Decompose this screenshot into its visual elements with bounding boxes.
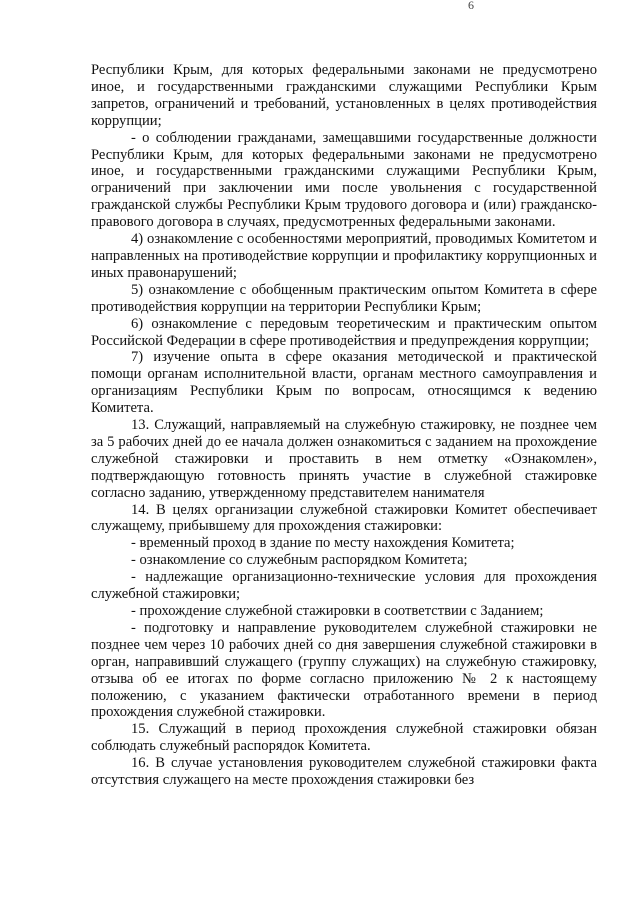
paragraph: 5) ознакомление с обобщенным практическим опытом Комитета в сфере противодействия коррупции на территории Республики Крым; xyxy=(91,281,597,315)
paragraph: 4) ознакомление с особенностями мероприятий, проводимых Комитетом и направленных на противодействие коррупции и профилактику коррупционных и иных правонарушений; xyxy=(91,231,597,281)
paragraph: 6) ознакомление с передовым теоретическим и практическим опытом Российской Федерации в сфере противодействия и предупреждения коррупции; xyxy=(91,315,597,349)
list-item: - подготовку и направление руководителем служебной стажировки не позднее чем через 10 рабочих дней со дня завершения служебной стажировки в орган, направивший служащего (группу служащих) на служебную стажировку, отзыва об ее итогах по форме согласно приложению № 2 к настоящему положению, с указанием фактически отработанного времени в период прохождения служебной стажировки. xyxy=(91,619,597,721)
paragraph: 13. Служащий, направляемый на служебную стажировку, не позднее чем за 5 рабочих дней до ее начала должен ознакомиться с заданием на прохождение служебной стажировки и проставить в нем отметку «Ознакомлен», подтверждающую готовность принять участие в служебной стажировке согласно заданию, утвержденному представителем нанимателя xyxy=(91,417,597,501)
list-item: - прохождение служебной стажировки в соответствии с Заданием; xyxy=(131,603,544,619)
page-number: 6 xyxy=(468,0,474,12)
list-item: - ознакомление со служебным распорядком Комитета; xyxy=(131,552,468,569)
paragraph: 16. В случае установления руководителем служебной стажировки факта отсутствия служащего на месте прохождения стажировки без xyxy=(91,755,597,789)
list-item: - временный проход в здание по месту нахождения Комитета; xyxy=(131,535,515,552)
paragraph: - о соблюдении гражданами, замещавшими государственные должности Республики Крым, для которых федеральными законами не предусмотрено иное, и государственными гражданскими служащими Республики Крым, ограничений при заключении ими после увольнения с государственной гражданской службы Республики Крым трудового договора и (или) гражданско-правового договора в случаях, предусмотренных федеральными законами. xyxy=(91,129,597,231)
document-body xyxy=(91,62,597,789)
paragraph: 14. В целях организации служебной стажировки Комитет обеспечивает служащему, прибывшему для прохождения стажировки: xyxy=(91,501,597,535)
list-item: - надлежащие организационно-технические условия для прохождения служебной стажировки; xyxy=(91,569,597,603)
paragraph: 7) изучение опыта в сфере оказания методической и практической помощи органам исполнительной власти, органам местного самоуправления и организациям Республики Крым по вопросам, относящимся к ведению Комитета. xyxy=(91,349,597,417)
paragraph: 15. Служащий в период прохождения служебной стажировки обязан соблюдать служебный распорядок Комитета. xyxy=(91,721,597,755)
paragraph: Республики Крым, для которых федеральными законами не предусмотрено иное, и государственными гражданскими служащими Республики Крым запретов, ограничений и требований, установленных в целях противодействия коррупции; xyxy=(91,62,597,129)
